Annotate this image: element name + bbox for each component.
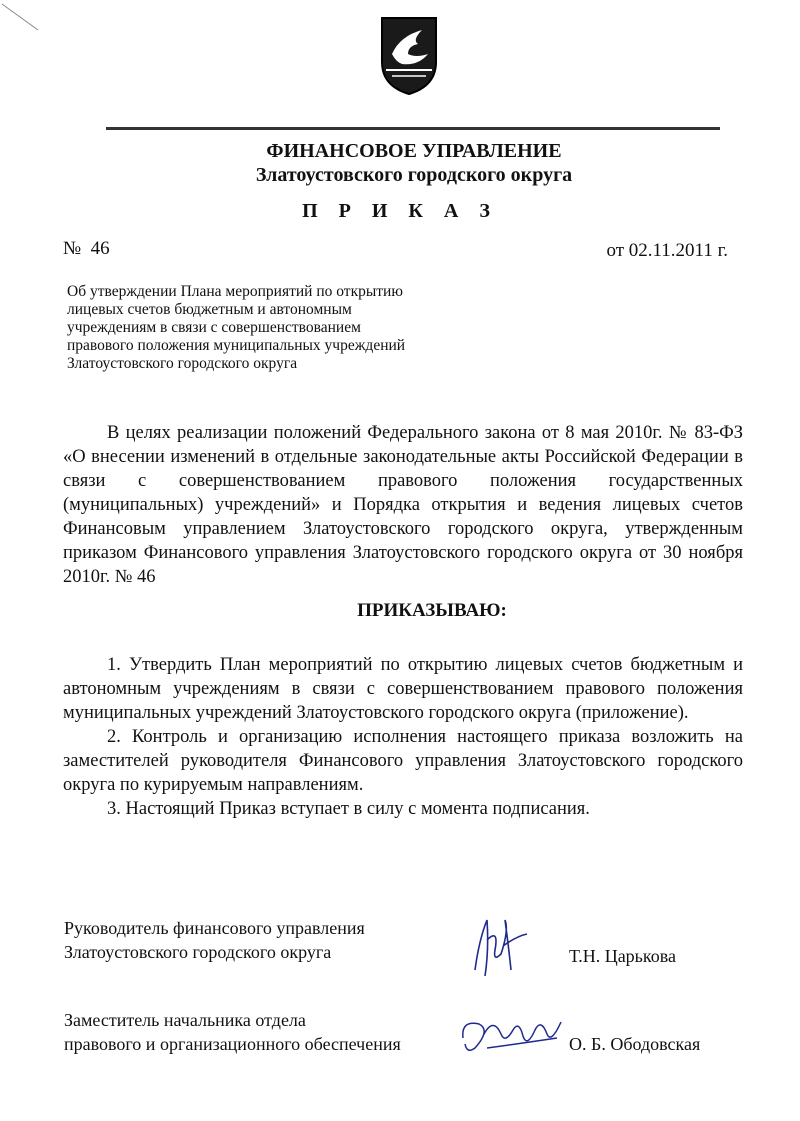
signatory-name-2: О. Б. Ободовская: [569, 1034, 701, 1054]
organization-title: ФИНАНСОВОЕ УПРАВЛЕНИЕ: [266, 140, 562, 162]
order-item: 1. Утвердить План мероприятий по открытию лицевых счетов бюджетным и автономным учреждениям в связи с совершенствованием правового положения муниципальных учреждений Златоустовского городского округа (приложение).: [63, 655, 743, 723]
document-number: № 46: [63, 238, 110, 259]
order-item: 2. Контроль и организацию исполнения настоящего приказа возложить на заместителей руководителя Финансового управления Златоустовского городского округа по курируемым направлениям.: [63, 727, 743, 795]
order-heading: ПРИКАЗЫВАЮ:: [357, 600, 507, 621]
handwritten-signature-1: [465, 910, 535, 982]
order-items: [63, 653, 743, 821]
signatory-name-1: Т.Н. Царькова: [569, 946, 676, 966]
position-line: правового и организационного обеспечения: [64, 1034, 401, 1054]
signatory-position-2: [64, 1008, 401, 1056]
position-line: Златоустовского городского округа: [64, 942, 332, 962]
signatory-position-1: [64, 916, 365, 964]
document-subject: Об утверждении Плана мероприятий по открытию лицевых счетов бюджетным и автономным учреждениям в связи с совершенствованием правового положения муниципальных учреждений Златоустовского городского округа: [67, 283, 406, 372]
position-line: Заместитель начальника отдела: [64, 1010, 306, 1030]
city-coat-of-arms-icon: [378, 14, 440, 96]
document-date: от 02.11.2011 г.: [606, 240, 728, 261]
position-line: Руководитель финансового управления: [64, 918, 365, 938]
header-divider: [106, 127, 720, 130]
order-item: 3. Настоящий Приказ вступает в силу с момента подписания.: [107, 799, 590, 819]
organization-subtitle: Златоустовского городского округа: [255, 164, 573, 186]
scan-artifact: [0, 0, 40, 40]
preamble-paragraph: В целях реализации положений Федерального закона от 8 мая 2010г. № 83-ФЗ «О внесении изменений в отдельные законодательные акты Российской Федерации в связи с совершенствованием правового положения государственных (муниципальных) учреждений» и Порядка открытия и ведения лицевых счетов Финансовым управлением Златоустовского городского округа, утвержденным приказом Финансового управления Златоустовского городского округа от 30 ноября 2010г. № 46: [63, 423, 743, 587]
handwritten-signature-2: [457, 1008, 567, 1064]
document-type: П Р И К А З: [302, 200, 498, 222]
